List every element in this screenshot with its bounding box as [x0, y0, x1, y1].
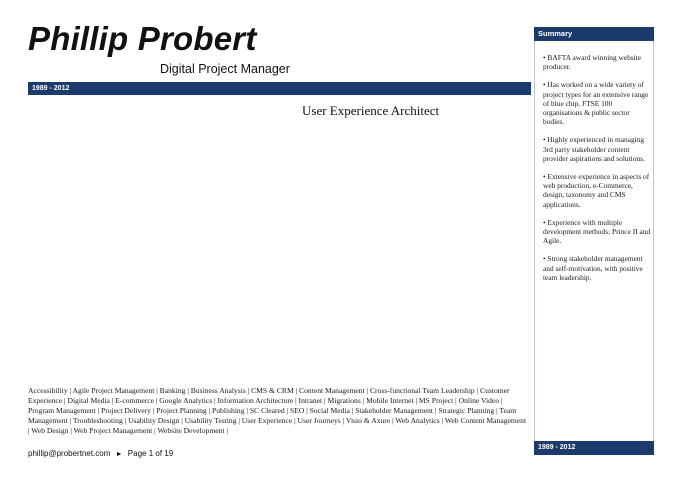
date-range-label: 1989 - 2012 — [32, 85, 70, 92]
summary-list — [543, 53, 651, 291]
sidebar-date-bar: 1989 - 2012 — [534, 441, 654, 455]
page-footer — [28, 449, 173, 458]
summary-item: • Strong stakeholder management and self-motivation, with positive team leadership. — [543, 254, 643, 282]
role-heading: User Experience Architect — [302, 103, 440, 118]
summary-item: • Extensive experience in aspects of web production, e-Commerce, design, taxonomy and CMS applications. — [543, 172, 650, 209]
summary-sidebar — [534, 27, 654, 455]
summary-header: Summary — [534, 27, 654, 41]
skills-list: Accessibility | Agile Project Management | Banking | Business Analysis | CMS & CRM | Content Management | Cross-functional Team Leadership | Customer Experience | Digital Media | E-commerce | Google Analytics | Information Architecture | Intranet | Migrations | Mobile Internet | MS Project | Online Video | Program Management | Project Delivery | Project Planning | Publishing | SC Cleared | SEO | Social Media | Stakeholder Management | Strategic Planning | Team Management | Troubleshooting | Usability Design | Usability Testing | User Experience | User Journeys | Visio & Axure | Web Analytics | Web Content Management | Web Design | Web Project Management | Website Development | — [28, 386, 527, 435]
summary-item: • Experience with multiple development methods; Prince II and Agile. — [543, 217, 651, 246]
summary-item: • Highly experienced in managing 3rd party stakeholder content provider aspirations and solutions. — [543, 135, 645, 163]
job-title: Digital Project Manager — [160, 62, 290, 76]
arrow-right-icon: ► — [115, 451, 123, 458]
summary-item: • BAFTA award winning website producer. — [543, 53, 642, 72]
email-link[interactable]: phillip@probertnet.com — [28, 449, 111, 458]
summary-item: • Has worked on a wide variety of project types for an extensive range of blue chip, FTSE 100 organisations & public sector bodies. — [543, 80, 649, 127]
date-range-bar — [28, 82, 531, 95]
page-indicator: Page 1 of 19 — [127, 449, 174, 458]
candidate-name: Phillip Probert — [28, 20, 257, 57]
